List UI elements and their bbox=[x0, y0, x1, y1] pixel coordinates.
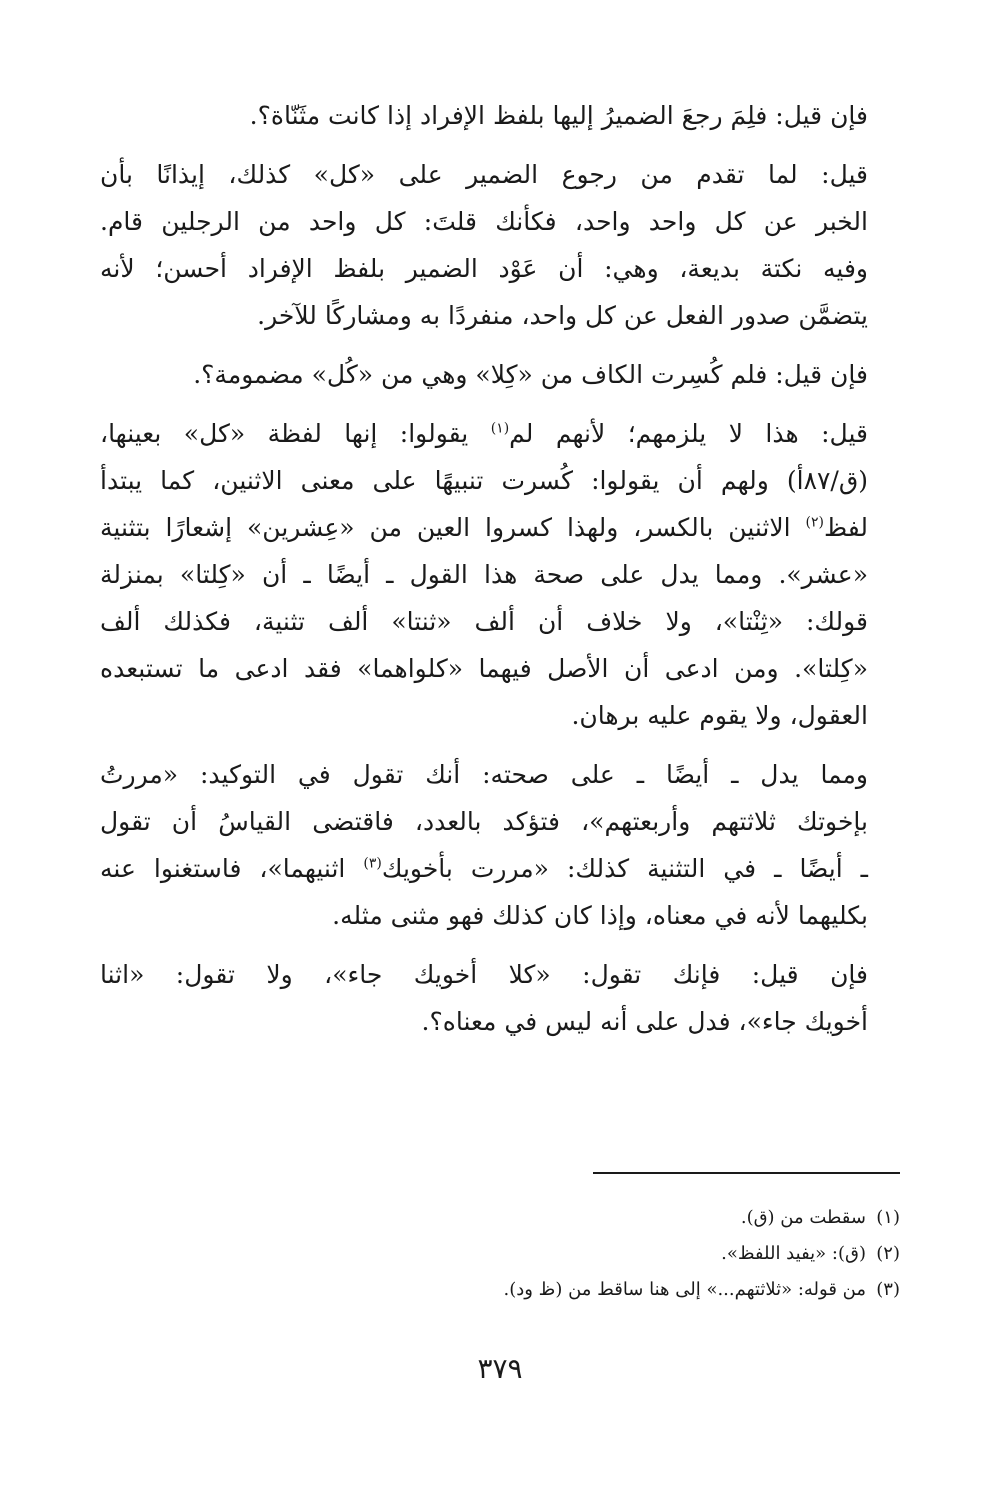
text-line bbox=[100, 845, 900, 892]
text-segment: قيل: هذا لا يلزمهم؛ لأنهم لم bbox=[509, 419, 868, 448]
paragraph-question-2 bbox=[100, 351, 900, 398]
text-line: «كِلتا». ومن ادعى أن الأصل فيهما «كلواهما» فقد ادعى ما تستبعده bbox=[100, 654, 868, 683]
footnote-text: (ق): «يفيد اللفظ». bbox=[721, 1243, 866, 1264]
text-line: «عشر». ومما يدل على صحة هذا القول ـ أيضًا ـ أن «كِلتا» بمنزلة bbox=[100, 560, 868, 589]
footnote-3 bbox=[340, 1272, 900, 1308]
paragraph-answer-1 bbox=[100, 151, 900, 339]
paragraph-answer-2 bbox=[100, 410, 900, 739]
footnote-marker-2[interactable]: (٢) bbox=[805, 514, 824, 531]
footnote-text: سقطت من (ق). bbox=[740, 1207, 866, 1228]
paragraph-question-1 bbox=[100, 92, 900, 139]
text-line: فإن قيل: فإنك تقول: «كلا أخويك جاء»، ولا تقول: «اثنا bbox=[100, 960, 868, 989]
text-segment: الاثنين بالكسر، ولهذا كسروا العين من «عِشرين» إشعارًا بتثنية bbox=[100, 513, 806, 542]
text-line: أخويك جاء»، فدل على أنه ليس في معناه؟. bbox=[421, 1007, 868, 1036]
text-segment: ـ أيضًا ـ في التثنية كذلك: «مررت بأخويك bbox=[381, 854, 868, 883]
footnote-marker-3[interactable]: (٣) bbox=[363, 855, 382, 872]
footnote-number: (٣) bbox=[876, 1279, 900, 1300]
footnote-text: من قوله: «ثلاثتهم...» إلى هنا ساقط من (ظ ود). bbox=[503, 1279, 866, 1300]
page-number: ٣٧٩ bbox=[477, 1352, 523, 1385]
text-line: فإن قيل: فلم كُسِرت الكاف من «كِلا» وهي من «كُل» مضمومة؟. bbox=[193, 360, 868, 389]
footnote-number: (١) bbox=[876, 1207, 900, 1228]
text-line: (ق/٨٧أ) ولهم أن يقولوا: كُسرت تنبيهًا على معنى الاثنين، كما يبتدأ bbox=[100, 466, 868, 495]
paragraph-emphasis bbox=[100, 751, 900, 939]
text-line: وفيه نكتة بديعة، وهي: أن عَوْد الضمير بلفظ الإفراد أحسن؛ لأنه bbox=[100, 254, 868, 283]
text-line: العقول، ولا يقوم عليه برهان. bbox=[571, 701, 868, 730]
text-line: قولك: «ثِنْتا»، ولا خلاف أن ألف «ثنتا» ألف تثنية، فكذلك ألف bbox=[100, 607, 868, 636]
footnote-1 bbox=[340, 1200, 900, 1236]
footnotes bbox=[340, 1200, 900, 1308]
text-line: يتضمَّن صدور الفعل عن كل واحد، منفردًا به ومشاركًا للآخر. bbox=[257, 301, 868, 330]
text-segment: يقولوا: إنها لفظة «كل» بعينها، bbox=[100, 419, 491, 448]
text-line: فإن قيل: فلِمَ رجعَ الضميرُ إليها بلفظ الإفراد إذا كانت مثَنّاة؟. bbox=[249, 101, 868, 130]
footnote-2 bbox=[340, 1236, 900, 1272]
text-line bbox=[100, 410, 900, 457]
main-text bbox=[100, 92, 900, 1057]
text-line: الخبر عن كل واحد واحد، فكأنك قلتَ: كل واحد من الرجلين قام. bbox=[100, 207, 868, 236]
footnote-divider bbox=[593, 1172, 900, 1174]
text-line: بإخوتك ثلاثتهم وأربعتهم»، فتؤكد بالعدد، فاقتضى القياسُ أن تقول bbox=[100, 807, 868, 836]
footnote-marker-1[interactable]: (١) bbox=[490, 420, 510, 437]
text-line: بكليهما لأنه في معناه، وإذا كان كذلك فهو مثنى مثله. bbox=[332, 901, 868, 930]
text-segment: اثنيهما»، فاستغنوا عنه bbox=[100, 854, 364, 883]
text-line bbox=[100, 504, 900, 551]
text-segment: لفظ bbox=[824, 513, 868, 542]
text-line: قيل: لما تقدم من رجوع الضمير على «كل» كذلك، إيذانًا بأن bbox=[100, 160, 868, 189]
text-line: ومما يدل ـ أيضًا ـ على صحته: أنك تقول في التوكيد: «مررتُ bbox=[100, 760, 868, 789]
paragraph-question-3 bbox=[100, 951, 900, 1045]
footnote-number: (٢) bbox=[876, 1243, 900, 1264]
